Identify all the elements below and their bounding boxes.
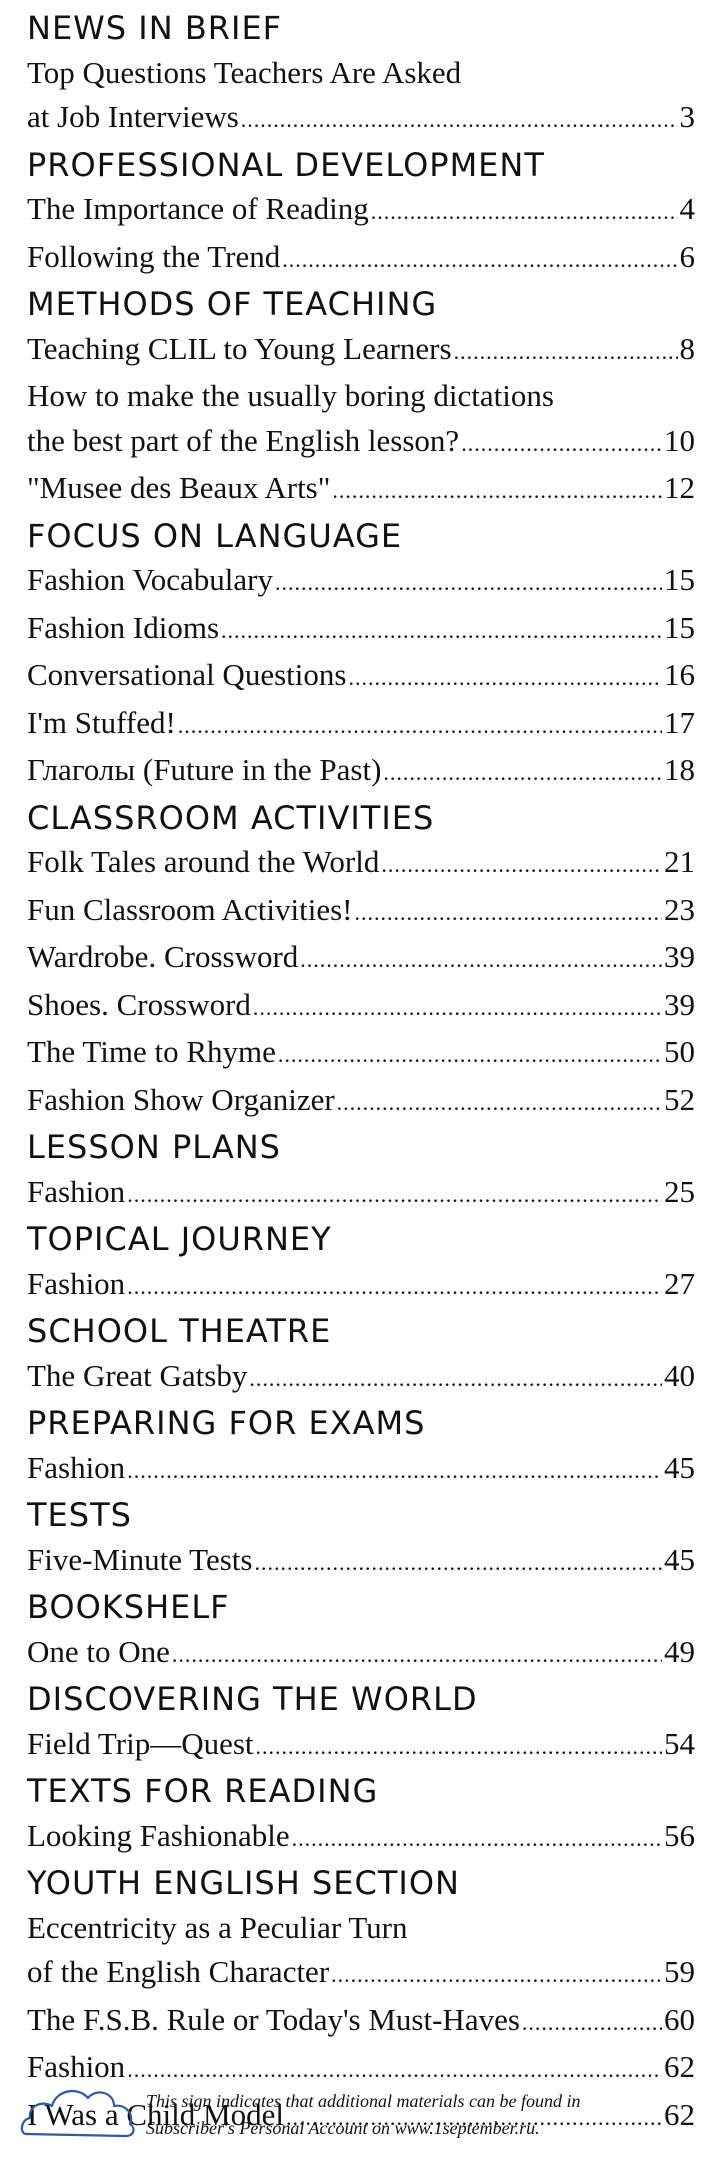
entry-title: "Musee des Beaux Arts" — [27, 470, 331, 505]
page-number: 8 — [679, 330, 695, 366]
cloud-icon — [18, 2074, 138, 2142]
dot-leader — [282, 238, 677, 283]
dot-leader — [383, 751, 662, 796]
dot-leader — [127, 1265, 662, 1310]
entry-title: Looking Fashionable — [27, 1817, 290, 1853]
toc-entry — [27, 235, 695, 283]
entry-title: of the English Character — [27, 1954, 330, 1989]
toc-entry — [27, 1354, 695, 1402]
dot-leader — [221, 609, 662, 654]
dot-leader — [381, 843, 662, 888]
dot-leader — [256, 1725, 662, 1770]
section-heading: BOOKSHELF — [27, 1588, 230, 1626]
section-heading: PROFESSIONAL DEVELOPMENT — [27, 145, 545, 184]
toc-entry — [27, 748, 695, 796]
dot-leader — [249, 1357, 662, 1402]
entry-title: I'm Stuffed! — [27, 704, 176, 740]
page-number: 12 — [664, 470, 695, 505]
entry-title: How to make the usually boring dictations — [27, 378, 554, 413]
section-heading: FOCUS ON LANGUAGE — [27, 516, 403, 555]
page-number: 49 — [664, 1633, 695, 1669]
entry-title: Folk Tales around the World — [27, 844, 380, 879]
section-heading: LESSON PLANS — [27, 1128, 281, 1166]
toc-entry-continuation — [27, 374, 695, 419]
section-heading: METHODS OF TEACHING — [27, 285, 438, 323]
toc-entry — [27, 1814, 695, 1862]
dot-leader — [461, 422, 662, 467]
entry-title: Fashion — [27, 2049, 126, 2084]
footer-note — [18, 2068, 702, 2148]
toc-entry — [27, 983, 695, 1031]
dot-leader — [172, 1633, 662, 1678]
entry-title: The Importance of Reading — [27, 191, 369, 226]
toc-entry — [27, 888, 695, 936]
toc-entry — [27, 327, 695, 375]
toc-entry — [27, 1950, 695, 1998]
section-heading: PREPARING FOR EXAMS — [27, 1404, 426, 1442]
page-number: 4 — [679, 191, 695, 226]
section-heading: NEWS IN BRIEF — [27, 9, 283, 47]
entry-title: at Job Interviews — [27, 99, 239, 134]
toc-entry — [27, 1722, 695, 1770]
entry-title: Field Trip—Quest — [27, 1725, 254, 1761]
dot-leader — [454, 330, 678, 375]
entry-title: One to One — [27, 1633, 170, 1669]
page-number: 45 — [664, 1449, 695, 1485]
toc-entry — [27, 653, 695, 701]
page-number: 25 — [664, 1173, 695, 1209]
page-number: 23 — [664, 891, 695, 927]
page-number: 39 — [664, 986, 695, 1022]
page-number: 21 — [664, 844, 695, 879]
page-number: 62 — [664, 2096, 695, 2132]
toc-entry-continuation — [27, 1906, 695, 1951]
page-number: 59 — [664, 1954, 695, 1989]
dot-leader — [127, 1173, 662, 1218]
table-of-contents — [27, 6, 695, 2140]
footer-text-line: Subscriber's Personal Account on www.1september.ru. — [146, 2118, 540, 2138]
entry-title: Conversational Questions — [27, 657, 347, 692]
page-number: 3 — [679, 99, 695, 134]
entry-title: The Great Gatsby — [27, 1357, 248, 1393]
page-number: 17 — [664, 704, 695, 740]
entry-title: The F.S.B. Rule or Today's Must-Haves — [27, 2001, 520, 2037]
entry-title: Fun Classroom Activities! — [27, 891, 353, 927]
page-number: 18 — [664, 752, 695, 787]
section-heading: DISCOVERING THE WORLD — [27, 1680, 478, 1718]
page-number: 6 — [679, 238, 695, 274]
dot-leader — [300, 938, 662, 983]
section-heading: SCHOOL THEATRE — [27, 1312, 332, 1350]
dot-leader — [331, 1953, 662, 1998]
dot-leader — [337, 1081, 662, 1126]
dot-leader — [332, 469, 662, 514]
dot-leader — [127, 1449, 662, 1494]
page-number: 50 — [664, 1034, 695, 1069]
dot-leader — [241, 98, 678, 143]
page-number: 15 — [664, 609, 695, 645]
toc-entry — [27, 1078, 695, 1126]
entry-title: I Was a Child Model — [27, 2096, 284, 2132]
entry-title: Fashion Vocabulary — [27, 562, 273, 597]
dot-leader — [253, 986, 662, 1031]
page-number: 56 — [664, 1817, 695, 1853]
dot-leader — [254, 1541, 662, 1586]
entry-title: Fashion — [27, 1449, 126, 1485]
footer-text — [146, 2088, 702, 2142]
entry-title: Fashion Show Organizer — [27, 1081, 335, 1117]
page-number: 40 — [664, 1357, 695, 1393]
section-heading: TESTS — [27, 1496, 132, 1534]
toc-entry-continuation — [27, 51, 695, 96]
page-number: 45 — [664, 1541, 695, 1577]
footer-text-line: This sign indicates that additional materials can be found in — [146, 2091, 581, 2111]
entry-title: Wardrobe. Crossword — [27, 939, 299, 974]
entry-title: Fashion — [27, 1173, 126, 1209]
entry-title: Shoes. Crossword — [27, 986, 251, 1022]
section-heading: TEXTS FOR READING — [27, 1772, 379, 1810]
toc-entry — [27, 935, 695, 983]
entry-title: Fashion Idioms — [27, 609, 220, 645]
toc-entry — [27, 840, 695, 888]
section-heading: YOUTH ENGLISH SECTION — [27, 1864, 460, 1902]
page-number: 10 — [664, 422, 695, 458]
page-number: 60 — [664, 2001, 695, 2037]
page-number: 39 — [664, 939, 695, 974]
dot-leader — [292, 1817, 662, 1862]
toc-entry — [27, 466, 695, 514]
section-heading: TOPICAL JOURNEY — [27, 1220, 332, 1258]
entry-title: the best part of the English lesson? — [27, 422, 460, 458]
entry-title: The Time to Rhyme — [27, 1034, 276, 1069]
dot-leader — [371, 190, 678, 235]
entry-title: Глаголы (Future in the Past) — [27, 752, 382, 787]
page-number: 52 — [664, 1081, 695, 1117]
page-number: 62 — [664, 2049, 695, 2084]
toc-entry — [27, 1538, 695, 1586]
page-number: 16 — [664, 657, 695, 692]
toc-entry — [27, 1998, 695, 2046]
entry-title: Eccentricity as a Peculiar Turn — [27, 1909, 408, 1945]
dot-leader — [522, 2001, 662, 2046]
entry-title: Fashion — [27, 1265, 126, 1301]
dot-leader — [355, 891, 663, 936]
page-number: 54 — [664, 1725, 695, 1761]
entry-title: Top Questions Teachers Are Asked — [27, 54, 462, 90]
toc-entry — [27, 1170, 695, 1218]
page-number: 27 — [664, 1265, 695, 1301]
page-number: 15 — [664, 562, 695, 597]
toc-entry — [27, 558, 695, 606]
entry-title: Following the Trend — [27, 238, 281, 274]
entry-title: Five-Minute Tests — [27, 1541, 253, 1577]
toc-entry — [27, 606, 695, 654]
dot-leader — [178, 704, 662, 749]
dot-leader — [275, 561, 662, 606]
toc-entry — [27, 95, 695, 143]
toc-entry — [27, 187, 695, 235]
section-heading: CLASSROOM ACTIVITIES — [27, 798, 435, 837]
entry-title: Teaching CLIL to Young Learners — [27, 330, 452, 366]
toc-entry — [27, 1262, 695, 1310]
dot-leader — [278, 1033, 662, 1078]
toc-entry — [27, 419, 695, 467]
toc-entry — [27, 1030, 695, 1078]
toc-entry — [27, 1630, 695, 1678]
dot-leader — [348, 656, 662, 701]
toc-entry — [27, 701, 695, 749]
toc-entry — [27, 1446, 695, 1494]
